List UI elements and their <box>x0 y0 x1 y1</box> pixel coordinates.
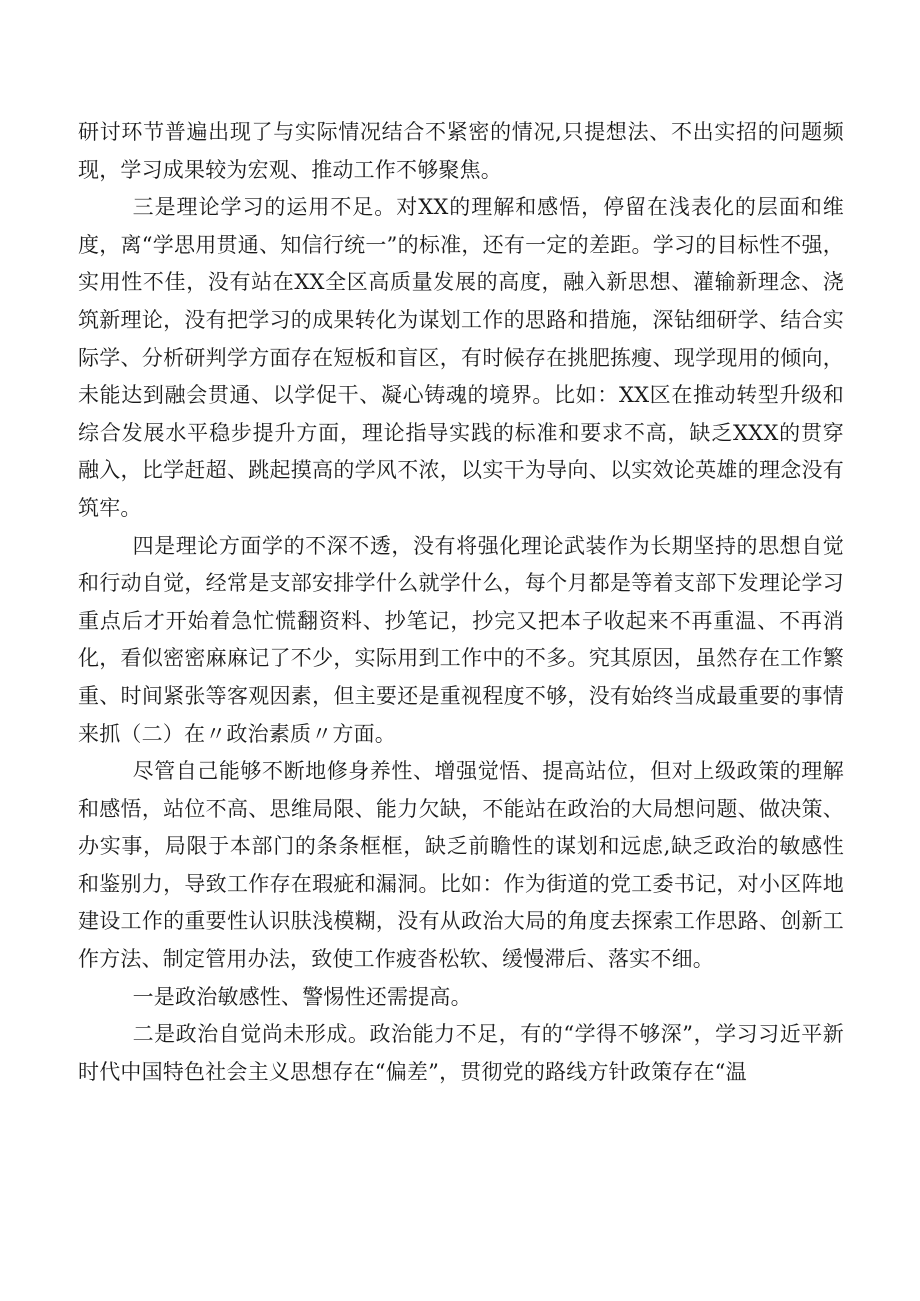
document-body <box>78 114 844 1091</box>
paragraph-5: 一是政治敏感性、警惕性还需提高。 <box>132 984 472 1009</box>
paragraph-1: 研讨环节普遍出现了与实际情况结合不紧密的情况,只提想法、不出实招的问题频现，学习成果较为宏观、推动工作不够聚焦。 <box>78 120 844 182</box>
paragraph-3: 四是理论方面学的不深不透，没有将强化理论武装作为长期坚持的思想自觉和行动自觉，经常是支部安排学什么就学什么，每个月都是等着支部下发理论学习重点后才开始着急忙慌翻资料、抄笔记，抄完又把本子收起来不再重温、不再消化，看似密密麻麻记了不少，实际用到工作中的不多。究其原因，虽然存在工作繁重、时间紧张等客观因素，但主要还是重视程度不够，没有始终当成最重要的事情来抓（二）在〃政治素质〃方面。 <box>78 533 844 746</box>
paragraph-4: 尽管自己能够不断地修身养性、增强觉悟、提高站位，但对上级政策的理解和感悟，站位不高、思维局限、能力欠缺，不能站在政治的大局想问题、做决策、办实事，局限于本部门的条条框框，缺乏前瞻性的谋划和远虑,缺乏政治的敏感性和鉴别力，导致工作存在瑕疵和漏洞。比如：作为街道的党工委书记，对小区阵地建设工作的重要性认识肤浅模糊，没有从政治大局的角度去探索工作思路、创新工作方法、制定管用办法，致使工作疲沓松软、缓慢滞后、落实不细。 <box>78 759 844 972</box>
paragraph-6: 二是政治自觉尚未形成。政治能力不足，有的“学得不够深”，学习习近平新时代中国特色社会主义思想存在“偏差”，贯彻党的路线方针政策存在“温 <box>78 1022 844 1084</box>
paragraph-2: 三是理论学习的运用不足。对XX的理解和感悟，停留在浅表化的层面和维度，离“学思用贯通、知信行统一”的标准，还有一定的差距。学习的目标性不强，实用性不佳，没有站在XX全区高质量发展的高度，融入新思想、灌输新理念、浇筑新理论，没有把学习的成果转化为谋划工作的思路和措施，深钻细研学、结合实际学、分析研判学方面存在短板和盲区，有时候存在挑肥拣瘦、现学现用的倾向，未能达到融会贯通、以学促干、凝心铸魂的境界。比如：XX区在推动转型升级和综合发展水平稳步提升方面，理论指导实践的标准和要求不高，缺乏XXX的贯穿融入，比学赶超、跳起摸高的学风不浓，以实干为导向、以实效论英雄的理念没有筑牢。 <box>78 195 844 520</box>
